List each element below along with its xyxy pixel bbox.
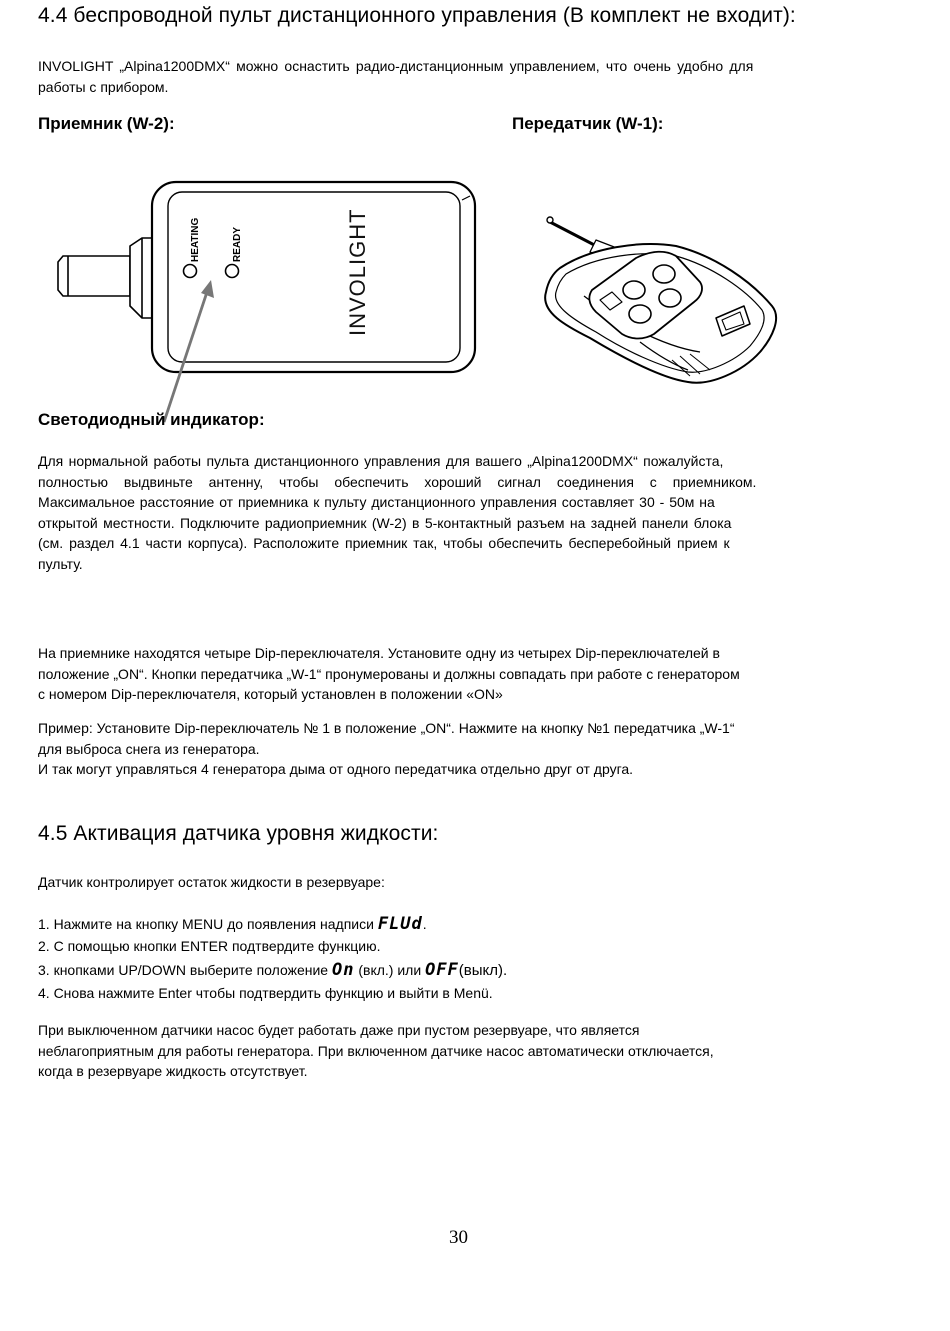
step-2: 2. С помощью кнопки ENTER подтвердите функцию. bbox=[38, 938, 381, 954]
paragraph-line: При выключенном датчики насос будет работать даже при пустом резервуаре, что является bbox=[38, 1022, 640, 1038]
paragraph-line: Для нормальной работы пульта дистанционного управления для вашего „Alpina1200DMX“ пожалуйста, bbox=[38, 453, 724, 469]
lcd-on-display: On bbox=[331, 960, 355, 980]
paragraph-line: Максимальное расстояние от приемника к пульту дистанционного управления составляет 30 - 50м на bbox=[38, 494, 715, 510]
paragraph-line: (см. раздел 4.1 части корпуса). Расположите приемник так, чтобы обеспечить бесперебойный прием к bbox=[38, 535, 730, 551]
step-3-text: 3. кнопками UP/DOWN выберите положение bbox=[38, 962, 329, 978]
step-3-end: (выкл). bbox=[458, 962, 508, 979]
transmitter-button-1-icon bbox=[653, 265, 675, 283]
intro-line: INVOLIGHT „Alpina1200DMX“ можно оснастить радио-дистанционным управлением, что очень удобно для bbox=[38, 58, 754, 74]
paragraph-line: И так могут управляться 4 генератора дыма от одного передатчика отдельно друг от друга. bbox=[38, 761, 634, 777]
paragraph-line: пульту. bbox=[38, 555, 83, 572]
led-indicator-caption: Светодиодный индикатор: bbox=[38, 410, 265, 429]
lcd-off-display: OFF bbox=[425, 960, 459, 980]
paragraph-line: с номером Dip-переключателя, который установлен в положении «ON» bbox=[38, 686, 503, 702]
paragraph-line: положение „ON“. Кнопки передатчика „W-1“ пронумерованы и должны совпадать при работе с генератором bbox=[38, 665, 740, 682]
antenna-paragraph bbox=[38, 451, 868, 574]
receiver-label: Приемник (W-2): bbox=[38, 114, 175, 133]
intro-line: работы с прибором. bbox=[38, 78, 169, 95]
sensor-intro: Датчик контролирует остаток жидкости в резервуаре: bbox=[38, 874, 385, 890]
paragraph-line: Пример: Установите Dip-переключатель № 1 в положение „ON“. Нажмите на кнопку №1 передатчика „W-1“ bbox=[38, 720, 735, 736]
step-1-end: . bbox=[422, 916, 427, 932]
step-1 bbox=[38, 914, 427, 935]
section-4-4-heading: 4.4 беспроводной пульт дистанционного управления (В комплект не входит): bbox=[38, 4, 796, 27]
paragraph-line: для выброса снега из генератора. bbox=[38, 740, 260, 757]
paragraph-line: открытой местности. Подключите радиоприемник (W-2) в 5-контактный разъем на задней панели блока bbox=[38, 514, 732, 531]
paragraph-line: На приемнике находятся четыре Dip-переключателя. Установите одну из четырех Dip-переключателей в bbox=[38, 645, 720, 661]
transmitter-label: Передатчик (W-1): bbox=[512, 114, 664, 133]
transmitter-illustration bbox=[0, 0, 950, 440]
heating-led-label: HEATING bbox=[190, 217, 201, 262]
paragraph-line: полностью выдвиньте антенну, чтобы обеспечить хороший сигнал соединения с приемником. bbox=[38, 473, 757, 490]
step-1-text: 1. Нажмите на кнопку MENU до появления надписи bbox=[38, 916, 374, 932]
page-number: 30 bbox=[449, 1227, 468, 1248]
involight-logo: INVOLIGHT bbox=[345, 208, 370, 336]
paragraph-line: когда в резервуаре жидкость отсутствует. bbox=[38, 1063, 308, 1079]
transmitter-button-2-icon bbox=[623, 281, 645, 299]
transmitter-button-4-icon bbox=[629, 305, 651, 323]
ready-led-label: READY bbox=[232, 226, 243, 262]
step-4: 4. Снова нажмите Enter чтобы подтвердить функцию и выйти в Menü. bbox=[38, 985, 493, 1001]
transmitter-button-3-icon bbox=[659, 289, 681, 307]
step-3 bbox=[38, 960, 507, 982]
sensor-note-paragraph bbox=[38, 1020, 898, 1082]
step-3-mid: (вкл.) или bbox=[358, 962, 422, 978]
dip-switch-paragraph bbox=[38, 643, 898, 705]
example-paragraph bbox=[38, 718, 898, 780]
lcd-flud-display: FLUd bbox=[377, 914, 423, 934]
section-4-5-heading: 4.5 Активация датчика уровня жидкости: bbox=[38, 822, 439, 845]
paragraph-line: неблагоприятным для работы генератора. При включенном датчике насос автоматически отключается, bbox=[38, 1042, 714, 1059]
